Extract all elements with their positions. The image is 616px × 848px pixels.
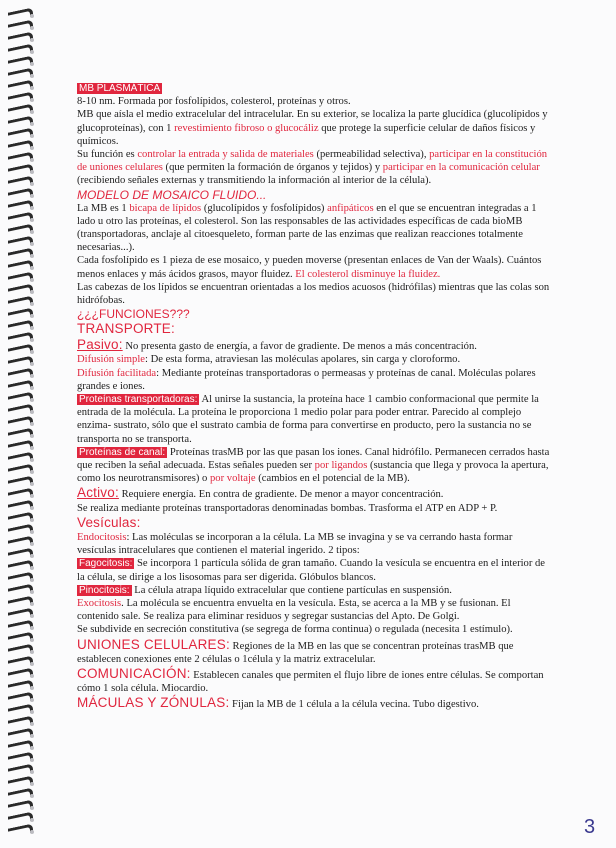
binding-hole (30, 494, 34, 498)
intro-size: 8-10 nm. Formada por fosfolípidos, colesterol, proteínas y otros. (77, 96, 351, 108)
transport-proteins: Proteínas transportadoras: Al unirse la sustancia, la proteína hace 1 cambio conformacional que permite la entrada de la molécula. La proteína le proporciona 1 medio polar para poder entrar. Parecido al complejo enzima- sustrato, sólo que el sustrato cambia de forma para convertirse en producto, pero la sustancia no se transporta no se transporta. (77, 394, 539, 445)
binding-hole (30, 230, 34, 234)
binding-hole (30, 374, 34, 378)
binding-hole (30, 794, 34, 798)
binding-hole (30, 122, 34, 126)
binding-hole (30, 446, 34, 450)
exocytosis-subtypes: Se subdivide en secreción constitutiva (se segrega de forma continua) o regulada (necesita 1 estímulo). (77, 624, 513, 636)
binding-hole (30, 14, 34, 18)
binding-hole (30, 182, 34, 186)
binding-hole (30, 470, 34, 474)
intro-function: Su función es controlar la entrada y salida de materiales (permeabilidad selectiva), participar en la constitución de uniones celulares (que permiten la formación de órganos y tejidos) y participar en la comunicación celular (recibiendo señales externas y transmitiendo la información al interior de la célula). (77, 149, 548, 187)
binding-hole (30, 398, 34, 402)
binding-hole (30, 566, 34, 570)
binding-hole (30, 338, 34, 342)
binding-hole (30, 410, 34, 414)
binding-hole (30, 50, 34, 54)
binding-hole (30, 662, 34, 666)
binding-hole (30, 530, 34, 534)
page-content (77, 82, 552, 712)
maculas-zonulas: MÁCULAS Y ZÓNULAS: Fijan la MB de 1 célula a la célula vecina. Tubo digestivo. (77, 695, 479, 711)
transport-heading: TRANSPORTE: (77, 321, 175, 337)
binding-hole (30, 542, 34, 546)
binding-hole (30, 218, 34, 222)
binding-hole (30, 134, 34, 138)
simple-diffusion: Difusión simple: De esta forma, atraviesan las moléculas apolares, sin carga y cloroformo. (77, 354, 461, 366)
binding-hole (30, 362, 34, 366)
facilitated-diffusion: Difusión facilitada: Mediante proteínas transportadoras o permeasas y proteínas de canal. Moléculas polares grandes e iones. (77, 367, 536, 392)
mosaic-paragraph-3: Las cabezas de los lípidos se encuentran orientadas a los medios acuosos (hidrófilas) mientras que las colas son hidrófobas. (77, 281, 550, 307)
binding-hole (30, 62, 34, 66)
mosaic-paragraph-1: La MB es 1 bicapa de lípidos (glucolípidos y fosfolípidos) anfipáticos en el que se encuentran integradas a 1 lado u otro las proteínas, el colesterol. Son las responsables de las actividades específicas de cada bioMB (transportadoras, anclaje al citoesqueleto, forman parte de las enzimas que realizan reacciones totalmente necesarias...). (77, 202, 537, 254)
binding-hole (30, 290, 34, 294)
binding-hole (30, 686, 34, 690)
binding-hole (30, 242, 34, 246)
binding-hole (30, 110, 34, 114)
active-transport-pumps: Se realiza mediante proteínas transportadoras denominadas bombas. Trasforma el ATP en ADP + P. (77, 502, 498, 514)
exocytosis: Exocitosis. La molécula se encuentra envuelta en la vesícula. Esta, se acerca a la MB y se fusionan. El contenido sale. Se realiza para eliminar residuos y segregar sustancias del Apto. De Golgi. (77, 597, 511, 623)
binding-hole (30, 734, 34, 738)
title-highlight: MB PLASMÁTICA (79, 83, 161, 94)
binding-hole (30, 386, 34, 390)
binding-hole (30, 278, 34, 282)
cell-unions: UNIONES CELULARES: Regiones de la MB en las que se concentran proteínas trasMB que establecen conexiones ente 2 células o 1célula y la matriz extracelular. (77, 636, 514, 665)
page-number: 3 (584, 816, 596, 838)
endocytosis: Endocitosis: Las moléculas se incorporan a la célula. La MB se invagina y se va cerrando hasta formar vesículas intracelulares que contienen el material ingerido. 2 tipos: (77, 531, 513, 557)
binding-hole (30, 506, 34, 510)
binding-hole (30, 350, 34, 354)
binding-hole (30, 758, 34, 762)
mosaic-paragraph-2: Cada fosfolípido es 1 pieza de ese mosaico, y pueden moverse (presentan enlaces de Van der Waals). Cuántos menos enlaces y más ácidos grasos, mayor fluidez. El colesterol disminuye la fluidez. (77, 255, 542, 280)
binding-hole (30, 782, 34, 786)
binding-hole (30, 74, 34, 78)
binding-hole (30, 314, 34, 318)
binding-hole (30, 518, 34, 522)
passive-transport: Pasivo: No presenta gasto de energía, a favor de gradiente. De menos a más concentración. (77, 337, 477, 353)
binding-hole (30, 602, 34, 606)
binding-hole (30, 554, 34, 558)
channel-proteins: Proteínas de canal: Proteínas trasMB por las que pasan los iones. Canal hidrófilo. Permanecen cerrados hasta que reciben la señal adecuada. Estas señales pueden ser por ligandos (sustancia que llega y provoca la apertura, como los neurotransmisores) o por voltaje (cambios en el potencial de la MB). (77, 446, 550, 485)
binding-hole (30, 746, 34, 750)
spiral-binding (0, 10, 40, 848)
binding-hole (30, 614, 34, 618)
binding-hole (30, 170, 34, 174)
binding-hole (30, 578, 34, 582)
binding-hole (30, 146, 34, 150)
vesicles-heading: Vesículas: (77, 514, 141, 530)
binding-hole (30, 698, 34, 702)
binding-hole (30, 806, 34, 810)
mosaic-heading: MODELO DE MOSAICO FLUIDO... (77, 187, 267, 202)
binding-hole (30, 98, 34, 102)
binding-hole (30, 710, 34, 714)
binding-hole (30, 650, 34, 654)
binding-hole (30, 26, 34, 30)
binding-hole (30, 482, 34, 486)
binding-hole (30, 674, 34, 678)
binding-hole (30, 638, 34, 642)
binding-hole (30, 770, 34, 774)
binding-hole (30, 206, 34, 210)
pinocytosis: Pinocitosis: La célula atrapa líquido extracelular que contiene partículas en suspensión. (79, 584, 452, 596)
communication: COMUNICACIÓN: Establecen canales que permiten el flujo libre de iones entre células. Se comportan cómo 1 sola célula. Miocardio. (77, 665, 544, 695)
intro-description: MB que aísla el medio extracelular del intracelular. En su exterior, se localiza la parte glucídica (glucolípidos y glucoproteínas), con 1 revestimiento fibroso o glucocáliz que protege la superficie celular de daños físicos y químicos. (77, 109, 548, 147)
binding-hole (30, 434, 34, 438)
binding-hole (30, 158, 34, 162)
binding-hole (30, 194, 34, 198)
binding-hole (30, 818, 34, 822)
binding-hole (30, 38, 34, 42)
binding-hole (30, 254, 34, 258)
functions-heading: ¿¿¿FUNCIONES??? (77, 307, 190, 322)
binding-hole (30, 830, 34, 834)
binding-hole (30, 266, 34, 270)
phagocytosis: Fagocitosis: Se incorpora 1 partícula sólida de gran tamaño. Cuando la vesícula se encuentra en el interior de la célula, se dirige a los lisosomas para ser digerida. Glóbulos blancos. (77, 558, 546, 583)
binding-hole (30, 326, 34, 330)
binding-hole (30, 422, 34, 426)
binding-hole (30, 626, 34, 630)
binding-hole (30, 590, 34, 594)
binding-hole (30, 458, 34, 462)
binding-hole (30, 302, 34, 306)
binding-hole (30, 722, 34, 726)
active-transport: Activo: Requiere energía. En contra de gradiente. De menor a mayor concentración. (77, 485, 444, 501)
binding-hole (30, 86, 34, 90)
